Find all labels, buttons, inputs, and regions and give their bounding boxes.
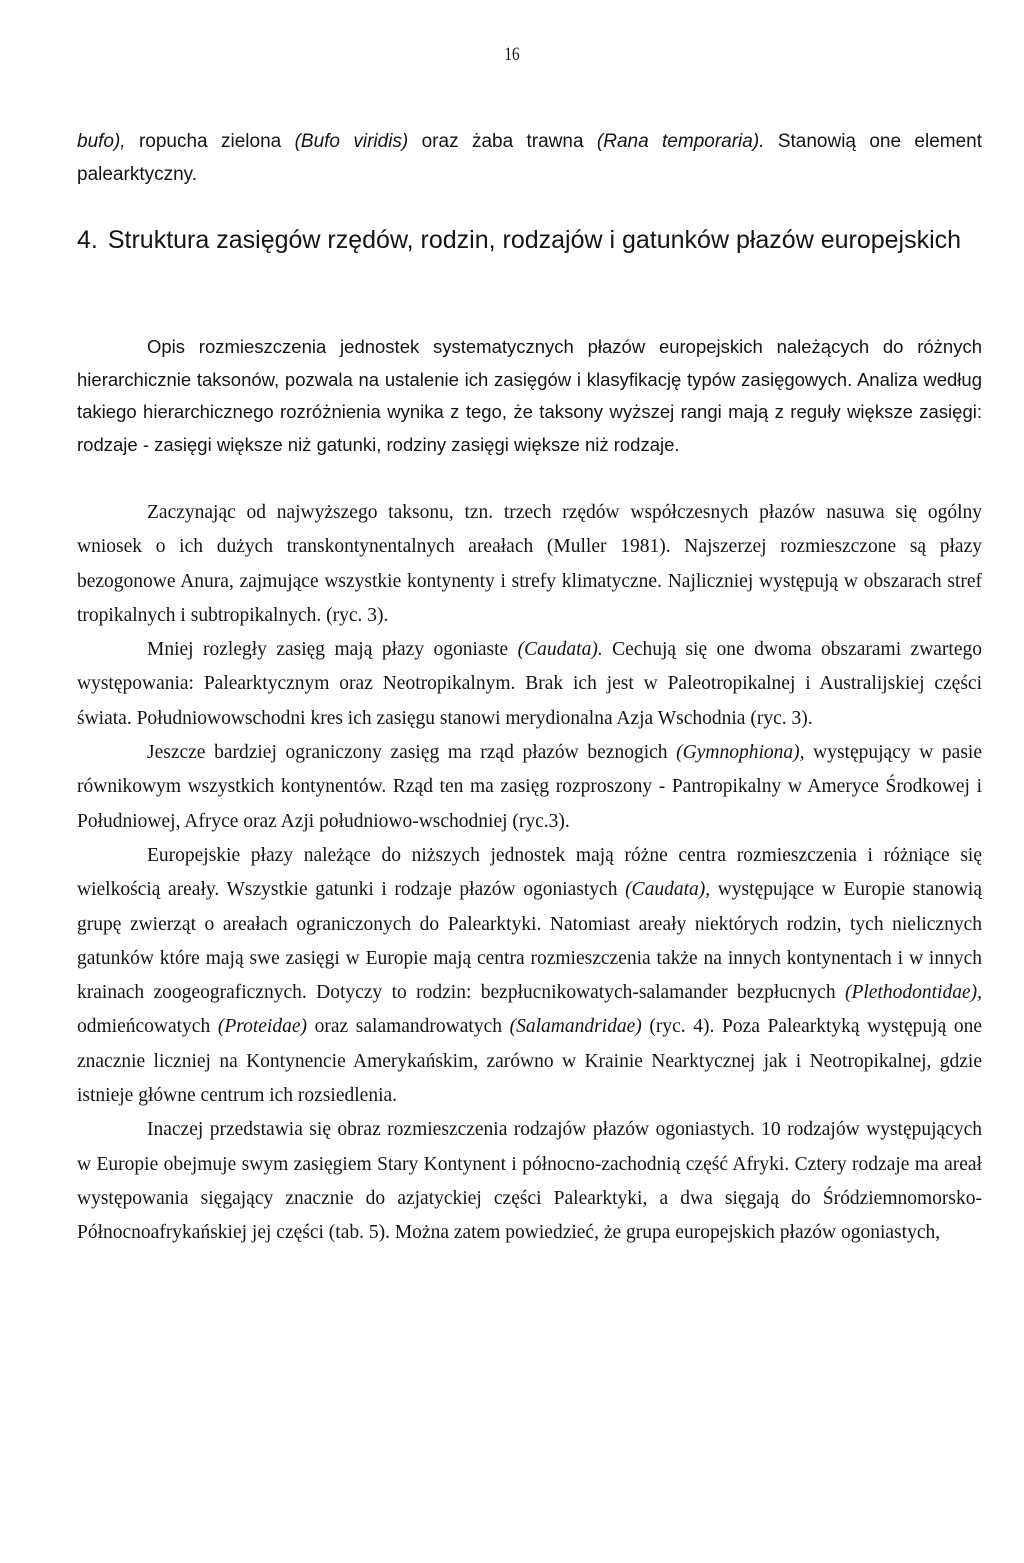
p5-text-3: odmieńcowatych — [77, 1016, 218, 1038]
p3-italic-1: (Caudata). — [517, 639, 603, 661]
p3-text-1: Mniej rozległy zasięg mają płazy ogoniaste — [147, 639, 518, 661]
section-title: Struktura zasięgów rzędów, rodzin, rodzajów i gatunków płazów europejskich — [107, 226, 962, 254]
intro-text-2: oraz żaba trawna — [408, 131, 597, 152]
p5-italic-1: (Caudata), — [625, 879, 711, 901]
body-sans — [77, 331, 982, 461]
paragraph-4 — [77, 736, 982, 839]
p5-text-1: Europejskie płazy należące do niższych jednostek mają różne centra rozmieszczenia i różniące się wielkością areały. Wszystkie gatunki i rodzaje płazów ogoniastych — [77, 844, 982, 901]
p4-text-1: Jeszcze bardziej ograniczony zasięg ma rząd płazów beznogich — [147, 742, 677, 764]
paragraph-2: Zaczynając od najwyższego taksonu, tzn. trzech rzędów współczesnych płazów nasuwa się ogólny wniosek o ich dużych transkontynentalnych areałach (Muller 1981). Najszerzej rozmieszczone są płazy bezogonowe Anura, zajmujące wszystkie kontynenty i strefy klimatyczne. Najliczniej występują w obszarach stref tropikalnych i subtropikalnych. (ryc. 3). — [77, 502, 982, 626]
p5-italic-2: (Plethodontidae), — [844, 982, 982, 1004]
p4-text-2: występujący w pasie równikowym wszystkich kontynentów. Rząd ten ma zasięg rozproszony - Pantropikalny w Ameryce Środkowej i Południowej, Afryce oraz Azji południowo-wschodniej (ryc.3). — [77, 742, 983, 832]
intro-italic-3: (Rana temporaria). — [596, 131, 765, 152]
paragraph-3 — [77, 633, 982, 736]
paragraph-6: Inaczej przedstawia się obraz rozmieszczenia rodzajów płazów ogoniastych. 10 rodzajów występujących w Europie obejmuje swym zasięgiem Stary Kontynent i północno-zachodnią część Afryki. Cztery rodzaje ma areał występowania sięgający znacznie do azjatyckiej części Palearktyki, a dwa sięgają do Śródziemnomorsko-Północnoafrykańskiej jej części (tab. 5). Można zatem powiedzieć, że grupa europejskich płazów ogoniastych, — [77, 1119, 982, 1244]
p5-italic-3: (Proteidae) — [217, 1016, 307, 1038]
body-serif — [77, 496, 982, 1251]
p5-text-4: oraz salamandrowatych — [307, 1016, 510, 1038]
p3-text-2: Cechują się one dwoma obszarami zwartego występowania: Palearktycznym oraz Neotropikalnym. Brak ich jest w Paleotropikalnej i Australijskiej części świata. Południowowschodni kres ich zasięgu stanowi merydionalna Azja Wschodnia (ryc. 3). — [77, 639, 982, 729]
section-heading — [77, 222, 982, 259]
page-number: 16 — [504, 44, 520, 65]
intro-text-1: ropucha zielona — [125, 131, 295, 152]
p5-text-5: (ryc. 4). Poza Palearktyką występują one znacznie liczniej na Kontynencie Amerykańskim, zarówno w Krainie Nearktycznej jak i Neotropikalnej, gdzie istnieje główne centrum ich rozsiedlenia. — [77, 1016, 982, 1107]
paragraph-1: Opis rozmieszczenia jednostek systematycznych płazów europejskich należących do różnych hierarchicznie taksonów, pozwala na ustalenie ich zasięgów i klasyfikację typów zasięgowych. Analiza według takiego hierarchicznego rozróżnienia wynika z tego, że taksony wyższej rangi mają z reguły większe zasięgi: rodzaje - zasięgi większe niż gatunki, rodziny zasięgi większe niż rodzaje. — [77, 336, 982, 455]
intro-text-3: Stanowią one element palearktyczny. — [77, 131, 983, 185]
intro-italic-2: (Bufo viridis) — [294, 131, 409, 152]
p5-text-2: występujące w Europie stanowią grupę zwierząt o areałach ograniczonych do Palearktyki. Natomiast areały niektórych rodzin, tych nielicznych gatunków które mają swe zasięgi w Europie mają centra rozmieszczenia także na innych kontynentach i w innych krainach zoogeograficznych. Dotyczy to rodzin: bezpłucnikowatych-salamander bezpłucnych — [77, 879, 982, 1004]
intro-text — [77, 125, 982, 191]
paragraph-5 — [77, 839, 982, 1113]
p5-italic-4: (Salamandridae) — [509, 1016, 642, 1038]
intro-paragraph — [77, 125, 982, 191]
section-number: 4. — [77, 226, 98, 254]
intro-italic-1: bufo), — [77, 131, 126, 152]
p4-italic-1: (Gymnophiona), — [676, 742, 805, 764]
